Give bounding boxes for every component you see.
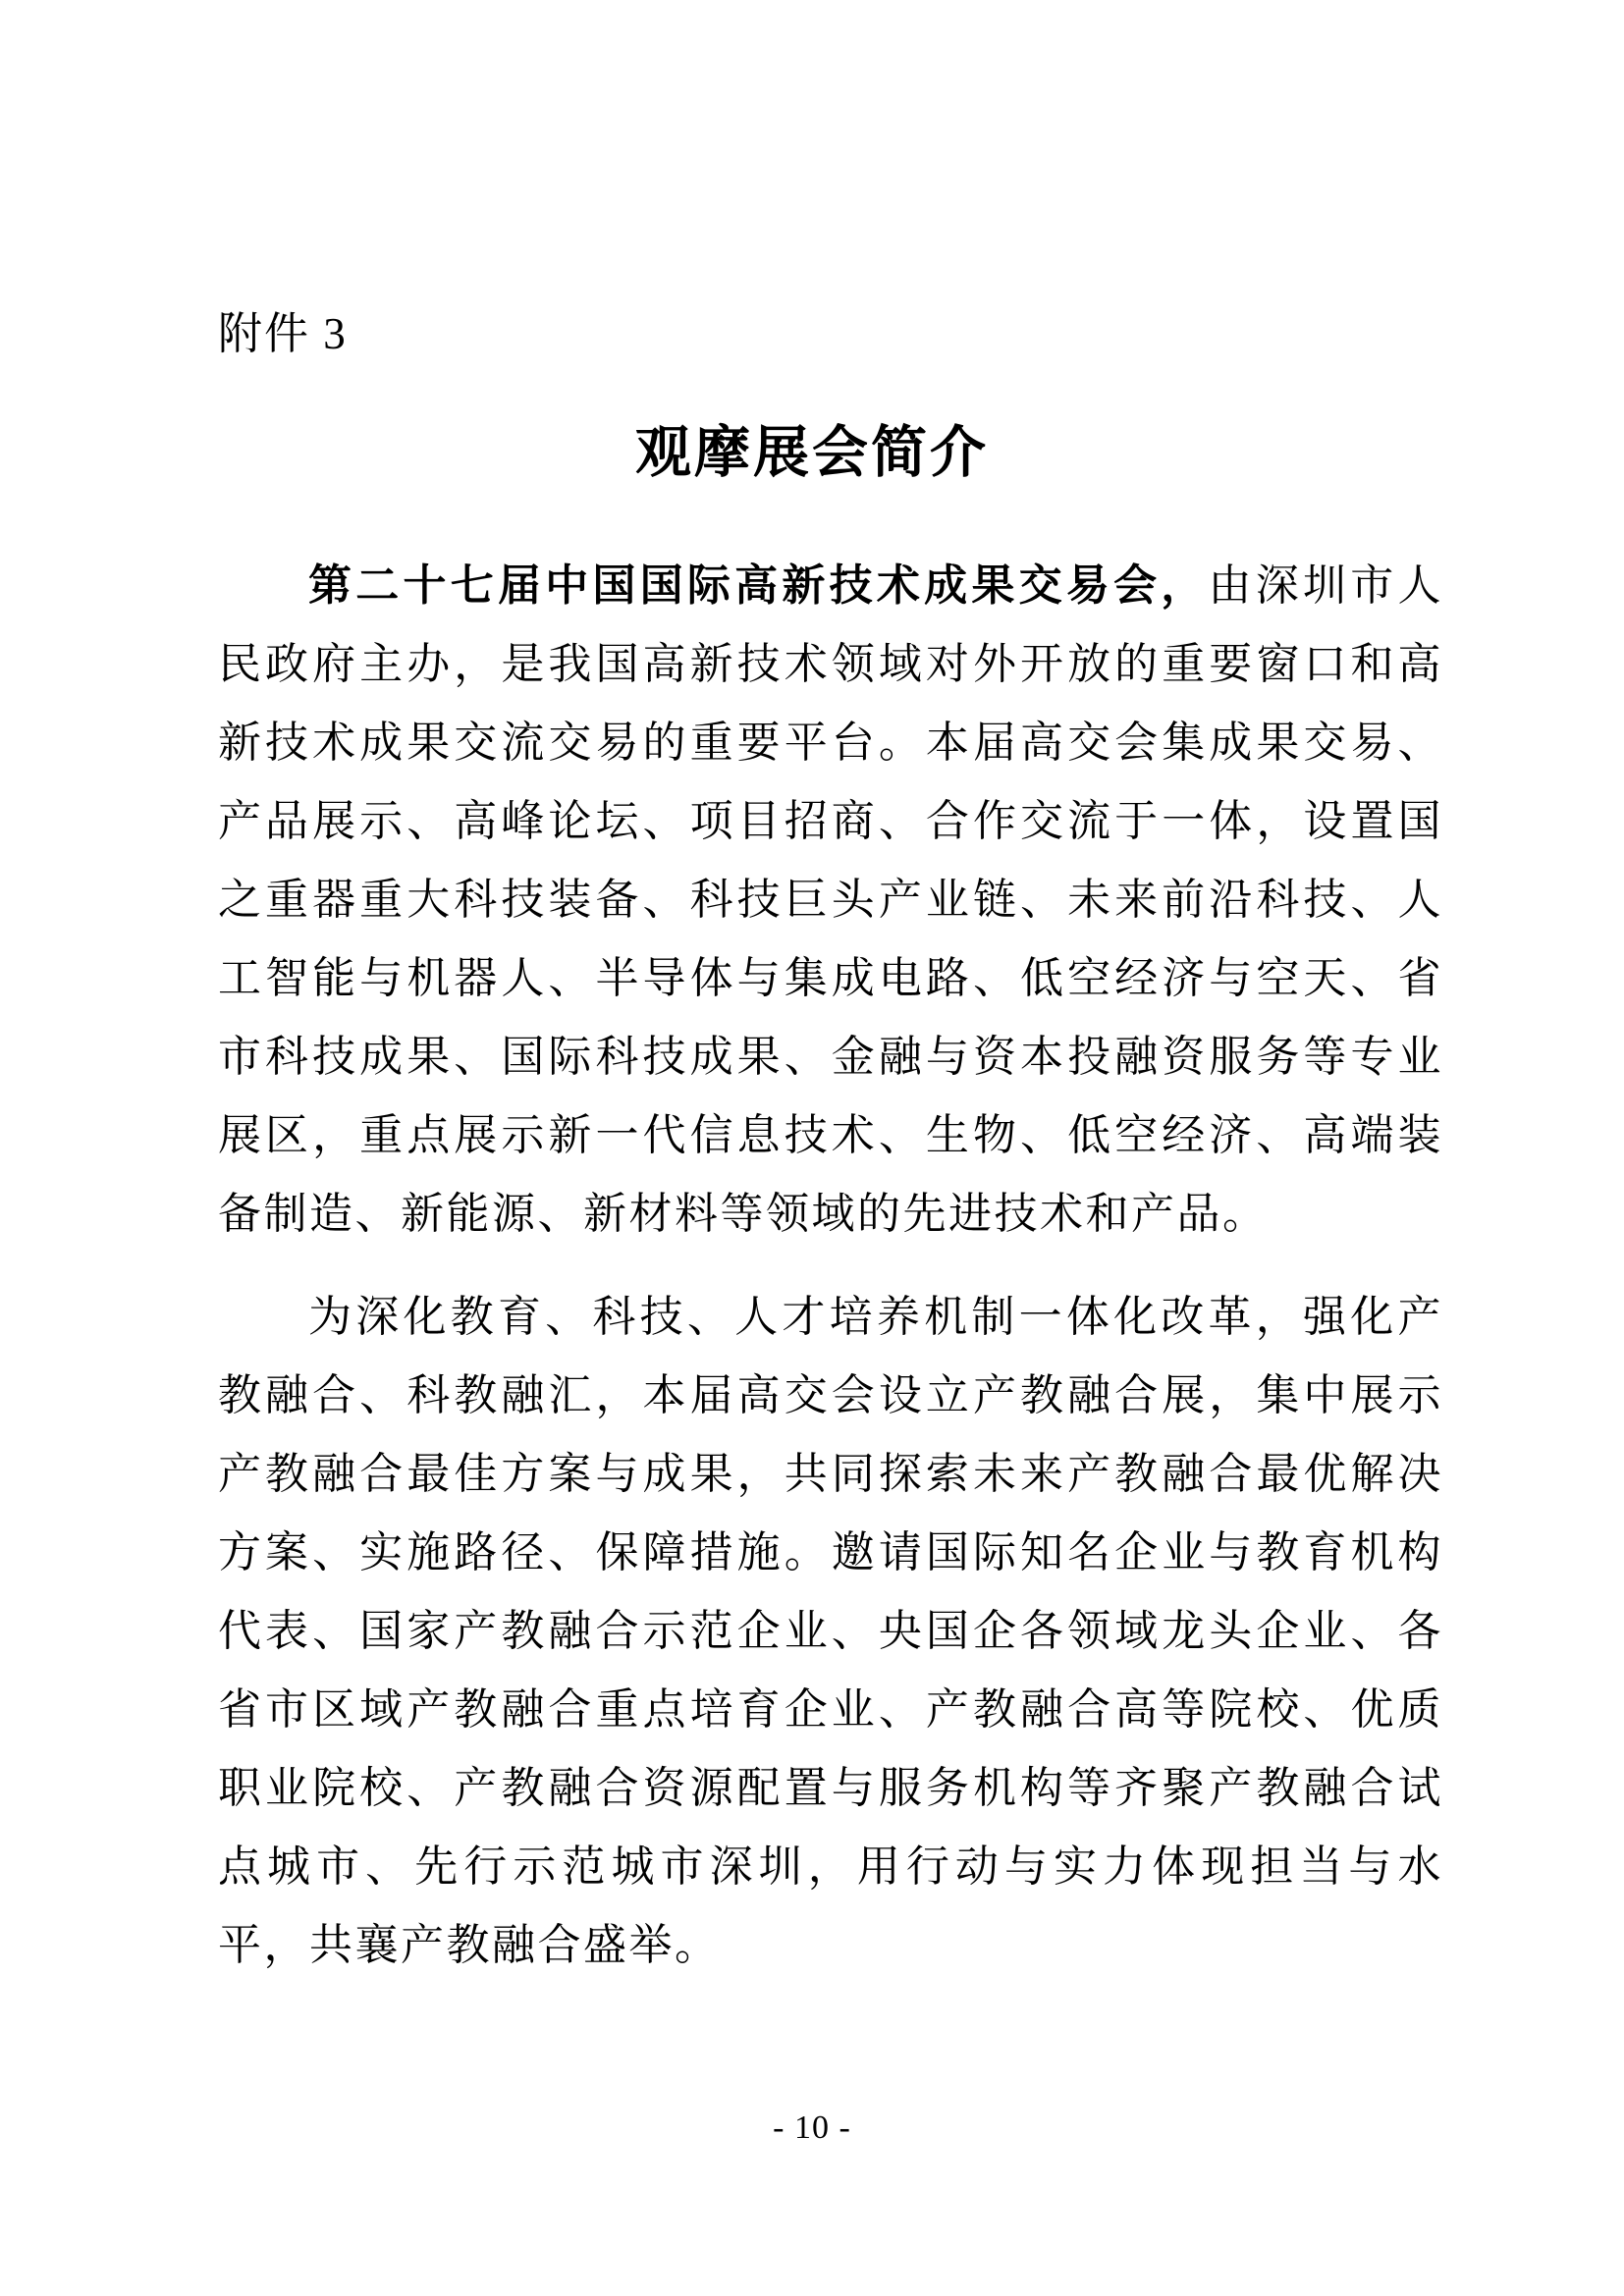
document-body — [218, 547, 1443, 1985]
paragraph-1 — [218, 547, 1443, 1254]
page-number: - 10 - — [773, 2109, 851, 2146]
page-title: 观摩展会简介 — [635, 422, 989, 484]
paragraph-2: 为深化教育、科技、人才培养机制一体化改革，强化产教融合、科教融汇，本届高交会设立产教融合展，集中展示产教融合最佳方案与成果，共同探索未来产教融合最优解决方案、实施路径、保障措施。邀请国际知名企业与教育机构代表、国家产教融合示范企业、央国企各领域龙头企业、各省市区域产教融合重点培育企业、产教融合高等院校、优质职业院校、产教融合资源配置与服务机构等齐聚产教融合试点城市、先行示范城市深圳，用行动与实力体现担当与水平，共襄产教融合盛举。 — [218, 1293, 1443, 1969]
paragraph-1-bold-lead: 第二十七届中国国际高新技术成果交易会， — [308, 561, 1209, 610]
attachment-label: 附件 3 — [218, 309, 348, 358]
paragraph-1-text: 由深圳市人民政府主办，是我国高新技术领域对外开放的重要窗口和高新技术成果交流交易的重要平台。本届高交会集成果交易、产品展示、高峰论坛、项目招商、合作交流于一体，设置国之重器重大科技装备、科技巨头产业链、未来前沿科技、人工智能与机器人、半导体与集成电路、低空经济与空天、省市科技成果、国际科技成果、金融与资本投融资服务等专业展区，重点展示新一代信息技术、生物、低空经济、高端装备制造、新能源、新材料等领域的先进技术和产品。 — [218, 561, 1444, 1238]
